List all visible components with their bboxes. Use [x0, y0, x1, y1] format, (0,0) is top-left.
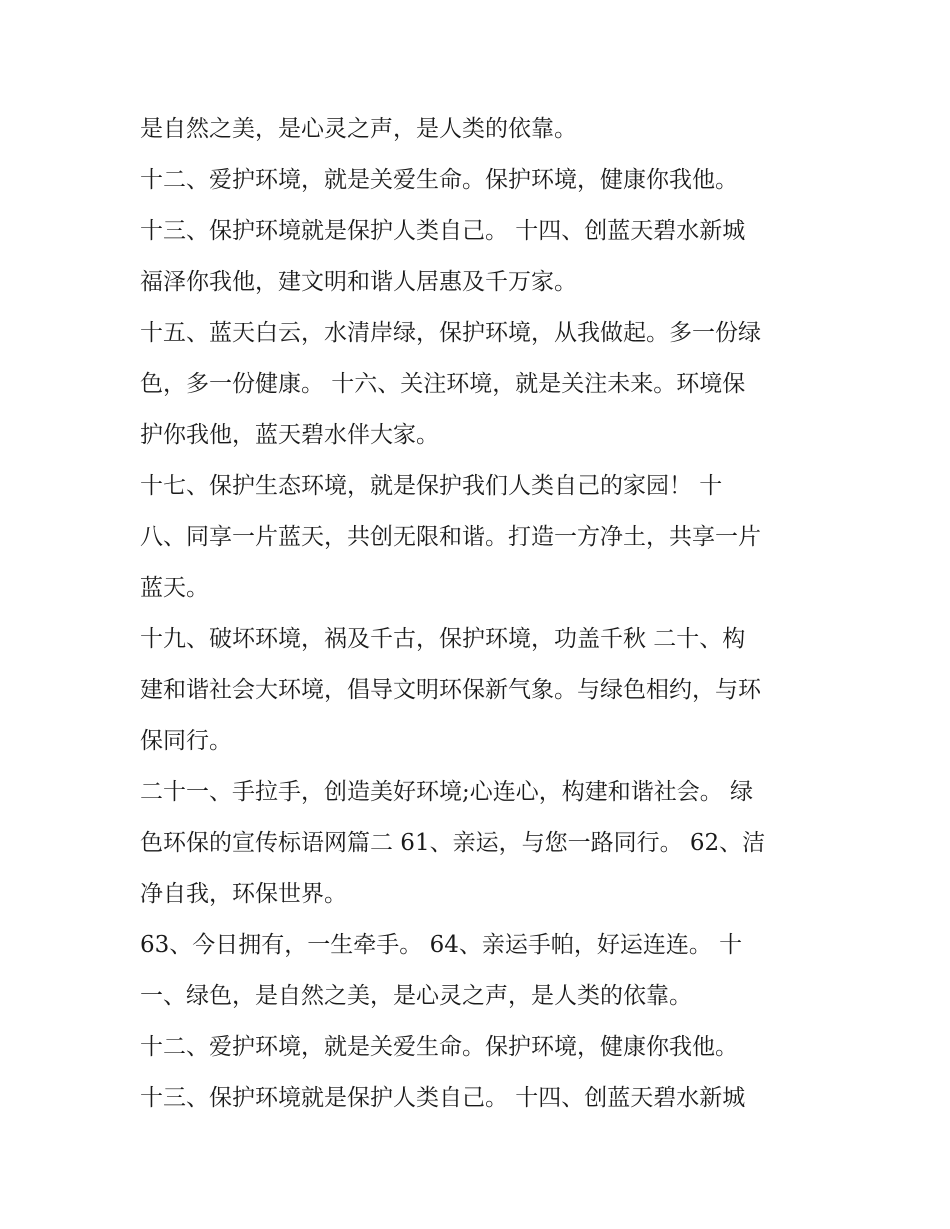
- text-line: 十三、保护环境就是保护人类自己。 十四、创蓝天碧水新城: [140, 1085, 746, 1111]
- text-line: 护你我他，蓝天碧水伴大家。: [140, 422, 439, 448]
- text-line: 保同行。: [140, 728, 232, 754]
- text-line: 63、今日拥有，一生牵手。 64、亲运手帕，好运连连。 十: [140, 932, 743, 958]
- text-line: 一、绿色，是自然之美，是心灵之声，是人类的依靠。: [140, 983, 692, 1009]
- document-body: [140, 104, 820, 1124]
- text-line: 十二、爱护环境，就是关爱生命。保护环境，健康你我他。: [140, 167, 738, 193]
- text-line: 十三、保护环境就是保护人类自己。 十四、创蓝天碧水新城: [140, 218, 746, 244]
- text-line: 十二、爱护环境，就是关爱生命。保护环境，健康你我他。: [140, 1034, 738, 1060]
- text-line: 建和谐社会大环境，倡导文明环保新气象。与绿色相约，与环: [140, 677, 761, 703]
- text-line: 色环保的宣传标语网篇二 61、亲运，与您一路同行。 62、洁: [140, 830, 766, 856]
- text-line: 二十一、手拉手，创造美好环境;心连心，构建和谐社会。 绿: [140, 779, 754, 805]
- text-line: 十五、蓝天白云，水清岸绿，保护环境，从我做起。多一份绿: [140, 320, 761, 346]
- text-line: 蓝天。: [140, 575, 209, 601]
- text-line: 十七、保护生态环境，就是保护我们人类自己的家园！ 十: [140, 473, 723, 499]
- text-line: 净自我，环保世界。: [140, 881, 347, 907]
- text-line: 是自然之美，是心灵之声，是人类的依靠。: [140, 116, 577, 142]
- text-line: 色，多一份健康。 十六、关注环境，就是关注未来。环境保: [140, 371, 746, 397]
- text-line: 八、同享一片蓝天，共创无限和谐。打造一方净土，共享一片: [140, 524, 761, 550]
- text-line: 福泽你我他，建文明和谐人居惠及千万家。: [140, 269, 577, 295]
- text-line: 十九、破坏环境，祸及千古，保护环境，功盖千秋 二十、构: [140, 626, 746, 652]
